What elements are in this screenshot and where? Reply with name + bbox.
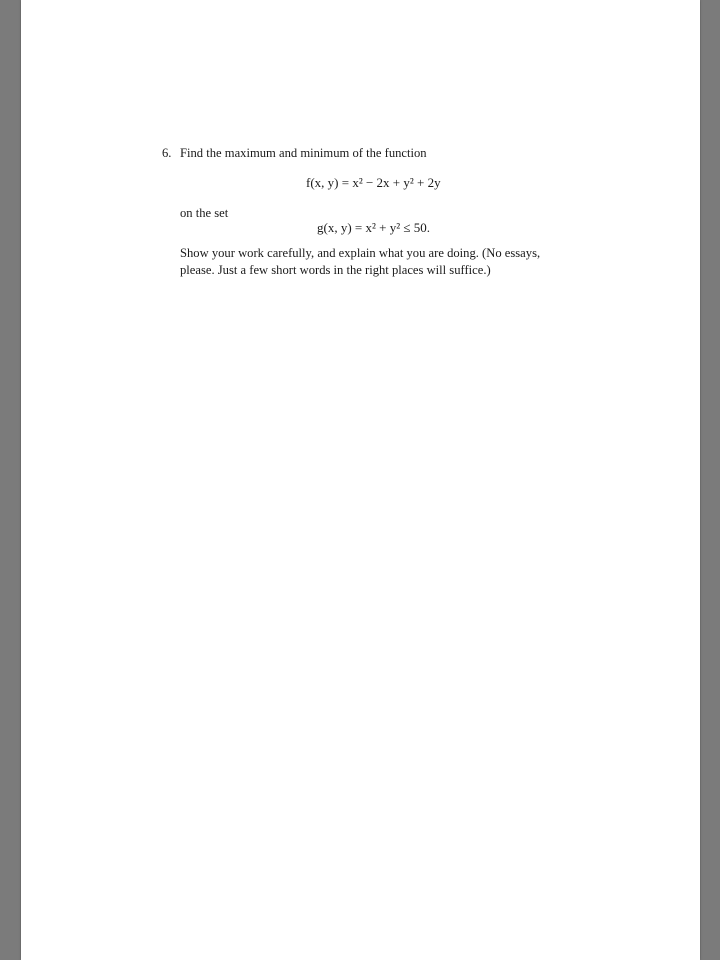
problem-number: 6. bbox=[162, 146, 172, 160]
instruction-line-2: please. Just a few short words in the right places will suffice.) bbox=[180, 263, 491, 277]
document-page bbox=[21, 0, 700, 960]
problem-intro: Find the maximum and minimum of the function bbox=[180, 146, 427, 160]
equation-g: g(x, y) = x² + y² ≤ 50. bbox=[317, 220, 431, 235]
problem-6 bbox=[21, 0, 700, 960]
on-the-set-text: on the set bbox=[180, 206, 229, 220]
instruction-line-1: Show your work carefully, and explain what you are doing. (No essays, bbox=[180, 246, 541, 260]
equation-f: f(x, y) = x² − 2x + y² + 2y bbox=[306, 175, 441, 190]
